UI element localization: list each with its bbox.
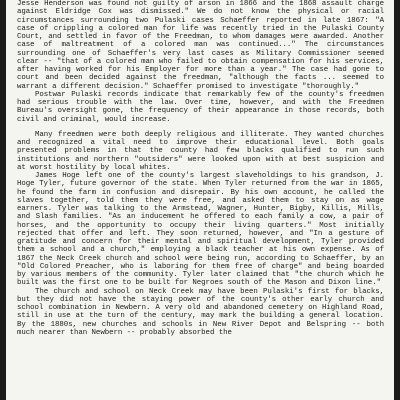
- paragraph-2: Postwar Pulaski records indicate that remarkably few of the county's freedmen had serious trouble with the law. Over time, however, and with the Freedmen Bureau's oversight gone, the frequency of their appearance in those records, both civil and criminal, would increase.: [17, 90, 384, 124]
- paragraph-gap: [17, 124, 384, 131]
- paragraph-1: Jesse Henderson was found not guilty of arson in 1866 and the 1868 assault charge against Eldridge Cox was dismissed." We do not know the physical or racial circumstances surrounding two Pulaski cases Schaeffer reported in late 1867: "A case of crippling a colored man for life was recently tried in the Pulaski County Court, and settled in favor of the Freedman, to whom damages were awarded. Another case of maltreatment of a colored man was continued..." The circumstances surrounding one of Schaeffer's very last cases as Military Commissioner seemed clear -- "that of a colored man who failed to obtain compensation for his services, after having worked for his Employer for more than a year." The case had gone to court and been decided against the freedman, "although the facts ... seemed to warrant a different decision." Schaeffer promised to investigate "thoroughly.": [17, 0, 384, 91]
- paragraph-5: The church and school on Neck Creek may have been Pulaski's first for blacks, but they did not have the staying power of the county's other early church and school combination in Newbern. A very old and abandoned cemetery on Highland Road, still in use at the turn of the century, may mark the building a general location. By the 1880s, new churches and schools in New River Depot and Belspring -- both much nearer than Newbern -- probably absorbed the: [17, 287, 384, 337]
- paragraph-3: Many freedmen were both deeply religious and illiterate. They wanted churches and recognized a vital need to improve their educational level. Both goals presented problems in that the county had few blacks qualified to run such institutions and northern "outsiders" were looked upon with at best suspicion and at worst hostility by local whites.: [17, 130, 384, 172]
- document-page: [6, 0, 394, 400]
- paragraph-4: James Hoge left one of the county's largest slaveholdings to his grandson, J. Hoge Tyler, future governor of the state. When Tyler returned from the war in 1865, he found the farm in confusion and disrepair. By his own account, he called the slaves together, told them they were free, and asked them to stay on as wage earners. Tyler was talking to the Armstead, Wagner, Hunter, Bigby, Killis, Mills, and Slash families. "As an inducement he offered to each family a cow, a pair of horses, and the opportunity to occupy their living quarters." Most initially rejected that offer and left. They soon returned, however, and "In a gesture of gratitude and concern for their mental and spiritual development, Tyler provided them a school and a church," employing a black teacher at his own expense. As of 1867 the Neck Creek church and school were being run, according to Schaeffer, by an "Old Colored Preacher, who is laboring for them free of charge" and being boarded by various members of the community. Tyler later claimed that "the church which he built was the first one to be built for Negroes south of the Mason and Dixon line.": [17, 172, 384, 288]
